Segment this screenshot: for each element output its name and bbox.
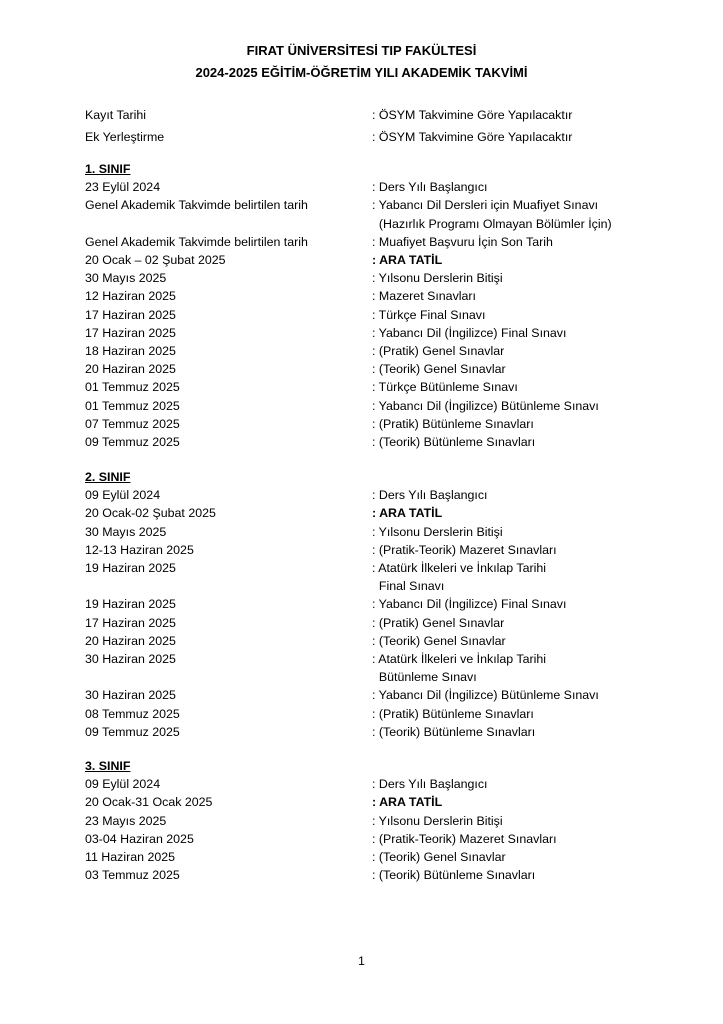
- row-description: : (Teorik) Genel Sınavlar: [372, 850, 506, 864]
- row-date: Genel Akademik Takvimde belirtilen tarih: [85, 234, 308, 249]
- row-description: : (Teorik) Bütünleme Sınavları: [372, 868, 536, 883]
- row-description: : (Teorik) Genel Sınavlar: [372, 633, 506, 648]
- row-description: : Yabancı Dil (İngilizce) Final Sınavı: [372, 325, 567, 340]
- row-date: 20 Ocak – 02 Şubat 2025: [85, 253, 226, 267]
- row-description: : Yılsonu Derslerin Bitişi: [372, 271, 503, 286]
- row-date: 20 Haziran 2025: [85, 633, 176, 648]
- row-description: : (Pratik) Genel Sınavlar: [372, 615, 505, 630]
- row-description: : Mazeret Sınavları: [372, 289, 476, 304]
- row-description: : (Pratik) Bütünleme Sınavları: [372, 706, 534, 721]
- row-date: 03 Temmuz 2025: [85, 868, 180, 883]
- section-heading: 1. SINIF: [85, 162, 131, 176]
- row-description: (Hazırlık Programı Olmayan Bölümler İçin): [372, 216, 612, 231]
- row-description: : ARA TATİL: [372, 506, 443, 521]
- row-description: : Türkçe Bütünleme Sınavı: [372, 380, 518, 395]
- section-heading: 3. SINIF: [85, 759, 131, 773]
- row-date: 30 Haziran 2025: [85, 652, 176, 666]
- intro-value: : ÖSYM Takvimine Göre Yapılacaktır: [372, 130, 573, 144]
- row-date: 30 Mayıs 2025: [85, 271, 167, 286]
- row-description: : Ders Yılı Başlangıcı: [372, 180, 488, 195]
- row-date: 07 Temmuz 2025: [85, 416, 180, 431]
- row-date: 19 Haziran 2025: [85, 597, 176, 612]
- row-date: 12-13 Haziran 2025: [85, 542, 194, 557]
- row-description: : Yılsonu Derslerin Bitişi: [372, 813, 503, 828]
- row-date: 08 Temmuz 2025: [85, 706, 180, 721]
- row-date: 17 Haziran 2025: [85, 615, 176, 630]
- row-date: Genel Akademik Takvimde belirtilen tarih: [85, 198, 308, 213]
- row-description: : (Pratik-Teorik) Mazeret Sınavları: [372, 542, 557, 557]
- intro-value: : ÖSYM Takvimine Göre Yapılacaktır: [372, 108, 573, 122]
- row-date: 09 Eylül 2024: [85, 488, 161, 503]
- row-description: : Yabancı Dil (İngilizce) Bütünleme Sınavı: [372, 398, 599, 413]
- row-date: 20 Haziran 2025: [85, 362, 176, 377]
- intro-label: Ek Yerleştirme: [85, 130, 165, 144]
- section-heading: 2. SINIF: [85, 470, 131, 484]
- row-description: : (Pratik) Genel Sınavlar: [372, 344, 505, 358]
- row-date: 11 Haziran 2025: [85, 850, 176, 864]
- row-description: : Ders Yılı Başlangıcı: [372, 488, 488, 503]
- row-description: : Yabancı Dil (İngilizce) Bütünleme Sınavı: [372, 688, 599, 703]
- row-date: 01 Temmuz 2025: [85, 398, 180, 413]
- row-description: : (Teorik) Genel Sınavlar: [372, 362, 506, 377]
- row-date: 09 Temmuz 2025: [85, 435, 180, 449]
- row-description: : ARA TATİL: [372, 253, 443, 267]
- row-date: 20 Ocak-02 Şubat 2025: [85, 506, 216, 521]
- row-date: 30 Haziran 2025: [85, 688, 176, 703]
- row-description: : (Teorik) Bütünleme Sınavları: [372, 724, 536, 739]
- row-date: 01 Temmuz 2025: [85, 380, 180, 395]
- page-number: 1: [358, 954, 365, 968]
- row-date: 17 Haziran 2025: [85, 325, 176, 340]
- row-description: : Yabancı Dil (İngilizce) Final Sınavı: [372, 597, 567, 612]
- row-date: 20 Ocak-31 Ocak 2025: [85, 795, 213, 810]
- row-description: : (Pratik-Teorik) Mazeret Sınavları: [372, 831, 557, 846]
- document-subtitle: 2024-2025 EĞİTİM-ÖĞRETİM YILI AKADEMİK TAKVİMİ: [195, 65, 528, 80]
- row-date: 03-04 Haziran 2025: [85, 831, 194, 846]
- row-description: : Atatürk İlkeleri ve İnkılap Tarihi: [372, 652, 547, 666]
- row-description: Final Sınavı: [372, 579, 445, 594]
- row-date: 09 Temmuz 2025: [85, 724, 180, 739]
- row-date: 18 Haziran 2025: [85, 344, 176, 358]
- row-description: : (Pratik) Bütünleme Sınavları: [372, 416, 534, 431]
- document-title: FIRAT ÜNİVERSİTESİ TIP FAKÜLTESİ: [246, 43, 477, 58]
- intro-label: Kayıt Tarihi: [85, 108, 147, 122]
- row-date: 19 Haziran 2025: [85, 561, 176, 575]
- row-date: 30 Mayıs 2025: [85, 524, 167, 539]
- row-date: 23 Eylül 2024: [85, 180, 161, 195]
- row-date: 23 Mayıs 2025: [85, 813, 167, 828]
- row-date: 17 Haziran 2025: [85, 307, 176, 322]
- row-date: 12 Haziran 2025: [85, 289, 176, 304]
- row-description: : Türkçe Final Sınavı: [372, 307, 486, 322]
- row-description: : Ders Yılı Başlangıcı: [372, 777, 488, 792]
- row-description: : Yabancı Dil Dersleri için Muafiyet Sınavı: [372, 198, 599, 213]
- row-description: : (Teorik) Bütünleme Sınavları: [372, 435, 536, 449]
- row-description: : Atatürk İlkeleri ve İnkılap Tarihi: [372, 561, 547, 575]
- row-description: : ARA TATİL: [372, 795, 443, 810]
- row-description: Bütünleme Sınavı: [372, 670, 477, 685]
- row-description: : Muafiyet Başvuru İçin Son Tarih: [372, 234, 553, 249]
- row-date: 09 Eylül 2024: [85, 777, 161, 792]
- row-description: : Yılsonu Derslerin Bitişi: [372, 524, 503, 539]
